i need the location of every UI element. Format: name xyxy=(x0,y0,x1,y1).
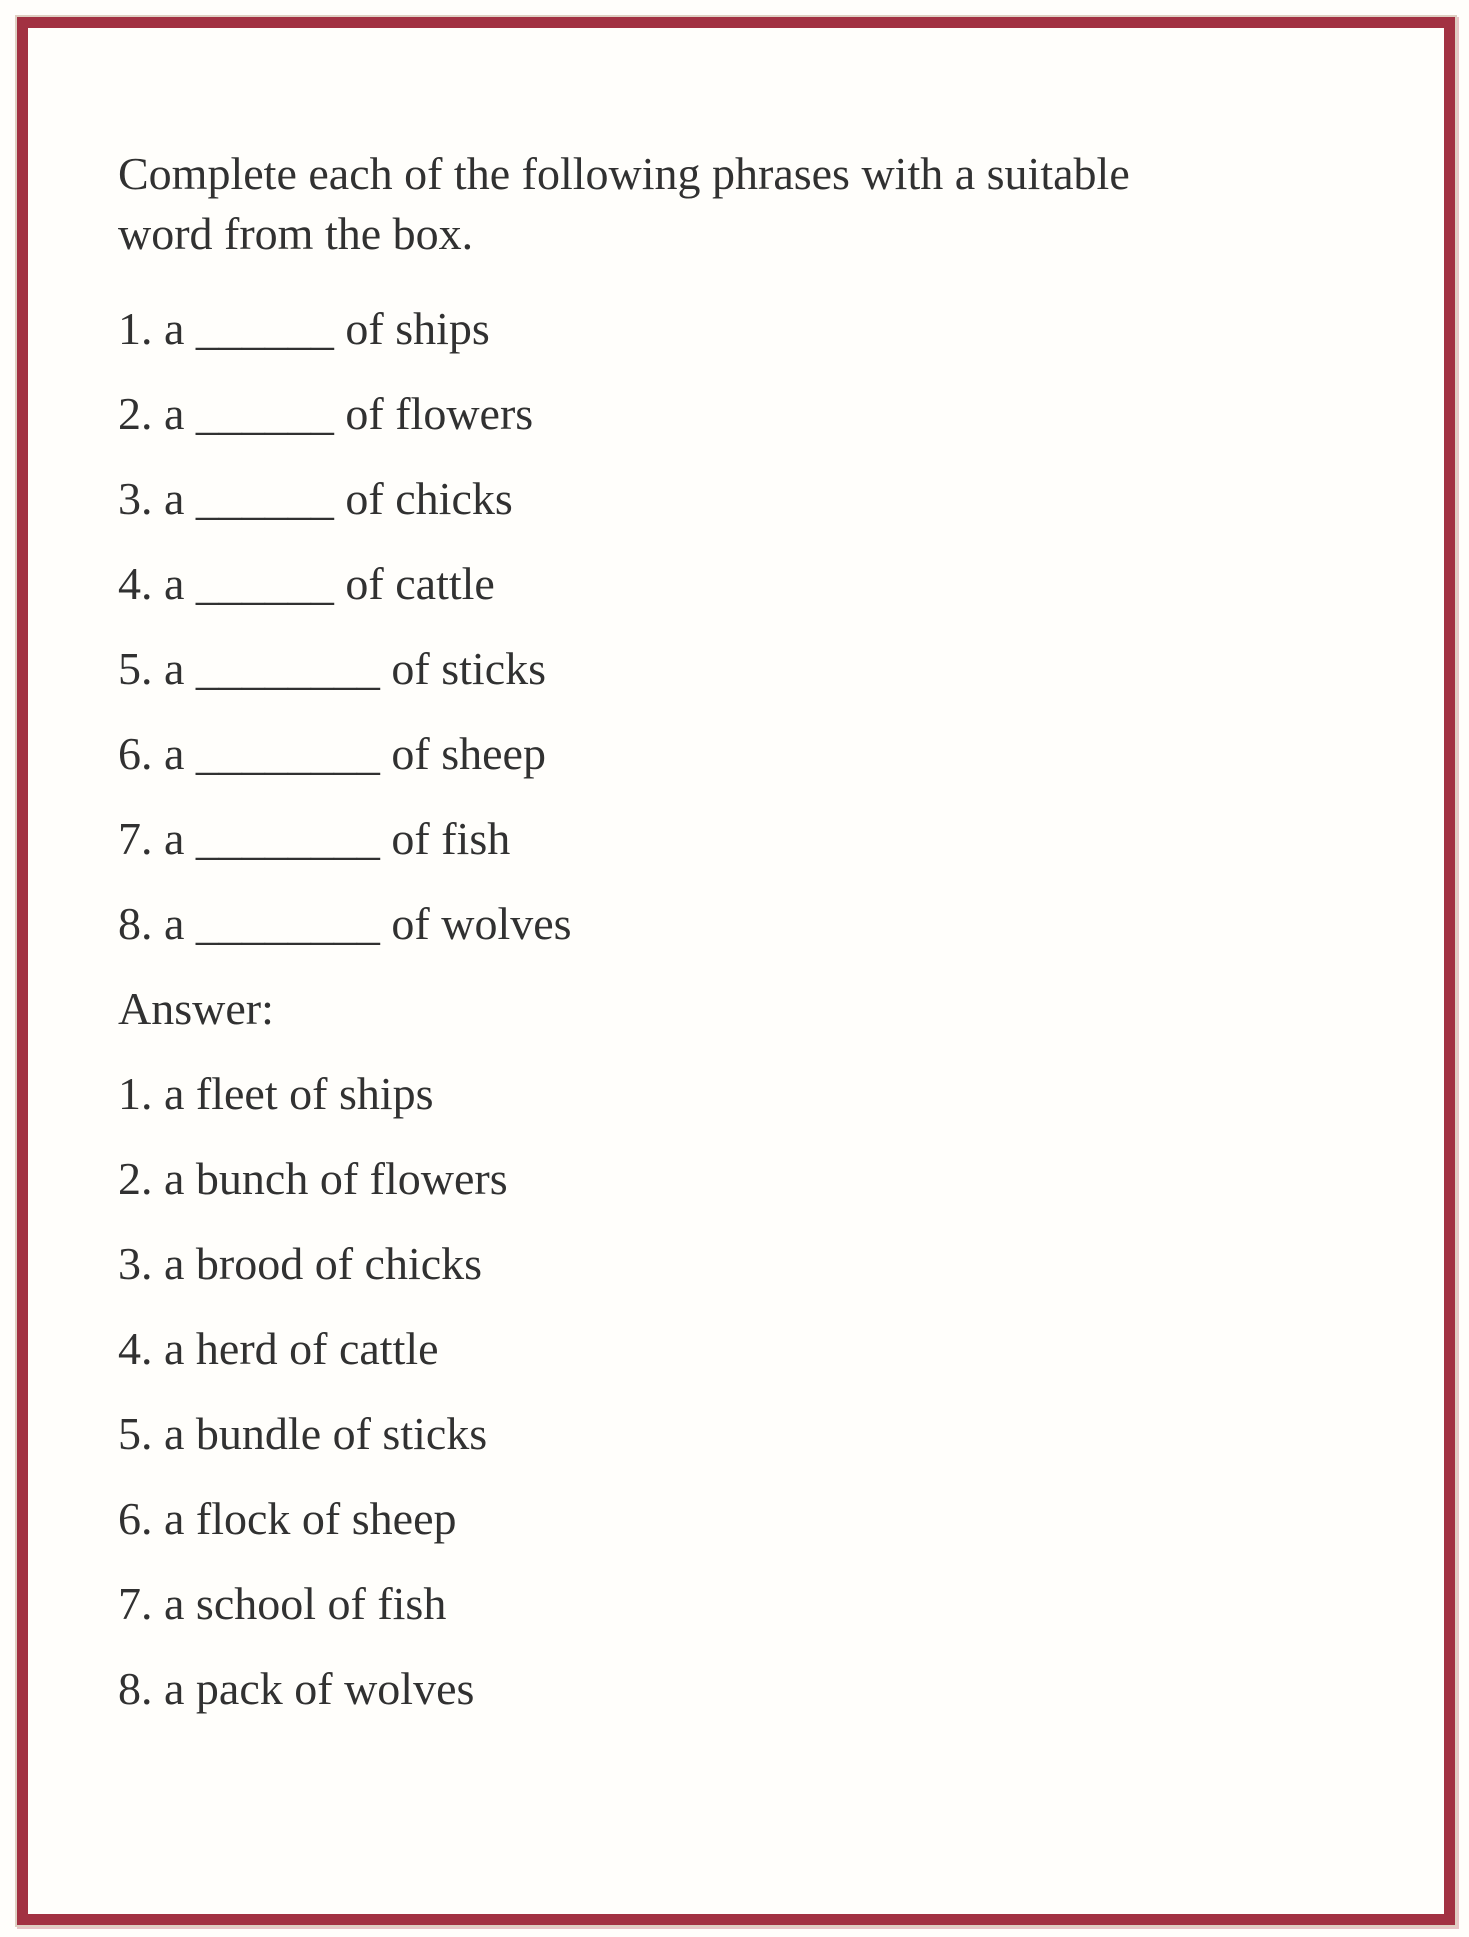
question-tail: of sticks xyxy=(391,643,547,694)
answer-number: 5. xyxy=(118,1408,153,1459)
question-label: 6. a xyxy=(118,728,185,779)
answer-item-6 xyxy=(118,1489,1384,1549)
question-blank: ________ xyxy=(195,728,380,779)
question-tail: of fish xyxy=(391,813,511,864)
question-blank: ______ xyxy=(195,303,334,354)
question-label: 5. a xyxy=(118,643,185,694)
question-blank: ________ xyxy=(195,898,380,949)
question-blank: ________ xyxy=(195,813,380,864)
worksheet-content xyxy=(28,28,1444,1719)
answer-text: a bunch of flowers xyxy=(164,1153,508,1204)
instructions-line-1: Complete each of the following phrases with a suitable xyxy=(118,148,1130,199)
question-label: 2. a xyxy=(118,388,185,439)
question-label: 4. a xyxy=(118,558,185,609)
answer-item-3 xyxy=(118,1234,1384,1294)
answer-number: 2. xyxy=(118,1153,153,1204)
answer-text: a school of fish xyxy=(164,1578,447,1629)
question-label: 3. a xyxy=(118,473,185,524)
question-tail: of wolves xyxy=(391,898,572,949)
answers-heading: Answer: xyxy=(118,983,274,1034)
instructions-paragraph xyxy=(118,144,1384,264)
answer-item-7 xyxy=(118,1574,1384,1634)
question-tail: of chicks xyxy=(345,473,513,524)
answer-number: 6. xyxy=(118,1493,153,1544)
answer-item-1 xyxy=(118,1064,1384,1124)
answer-text: a pack of wolves xyxy=(164,1663,475,1714)
question-tail: of sheep xyxy=(391,728,546,779)
answer-item-4 xyxy=(118,1319,1384,1379)
question-blank: ______ xyxy=(195,388,334,439)
question-blank: ______ xyxy=(195,473,334,524)
question-item-2 xyxy=(118,384,1384,444)
question-label: 7. a xyxy=(118,813,185,864)
page-border-frame xyxy=(17,17,1455,1925)
question-blank: ______ xyxy=(195,558,334,609)
answer-text: a flock of sheep xyxy=(164,1493,457,1544)
answer-number: 1. xyxy=(118,1068,153,1119)
question-item-1 xyxy=(118,299,1384,359)
question-item-5 xyxy=(118,639,1384,699)
instructions-line-2: word from the box. xyxy=(118,208,474,259)
question-item-8 xyxy=(118,894,1384,954)
answer-item-8 xyxy=(118,1659,1384,1719)
answer-text: a fleet of ships xyxy=(164,1068,434,1119)
question-label: 8. a xyxy=(118,898,185,949)
question-tail: of cattle xyxy=(345,558,495,609)
answer-number: 8. xyxy=(118,1663,153,1714)
answer-text: a brood of chicks xyxy=(164,1238,483,1289)
answer-text: a bundle of sticks xyxy=(164,1408,488,1459)
question-item-4 xyxy=(118,554,1384,614)
answer-number: 7. xyxy=(118,1578,153,1629)
answer-item-5 xyxy=(118,1404,1384,1464)
question-tail: of flowers xyxy=(345,388,534,439)
question-item-3 xyxy=(118,469,1384,529)
answer-number: 4. xyxy=(118,1323,153,1374)
question-tail: of ships xyxy=(345,303,490,354)
question-item-7 xyxy=(118,809,1384,869)
answer-item-2 xyxy=(118,1149,1384,1209)
question-blank: ________ xyxy=(195,643,380,694)
question-label: 1. a xyxy=(118,303,185,354)
answer-number: 3. xyxy=(118,1238,153,1289)
question-item-6 xyxy=(118,724,1384,784)
answer-text: a herd of cattle xyxy=(164,1323,439,1374)
